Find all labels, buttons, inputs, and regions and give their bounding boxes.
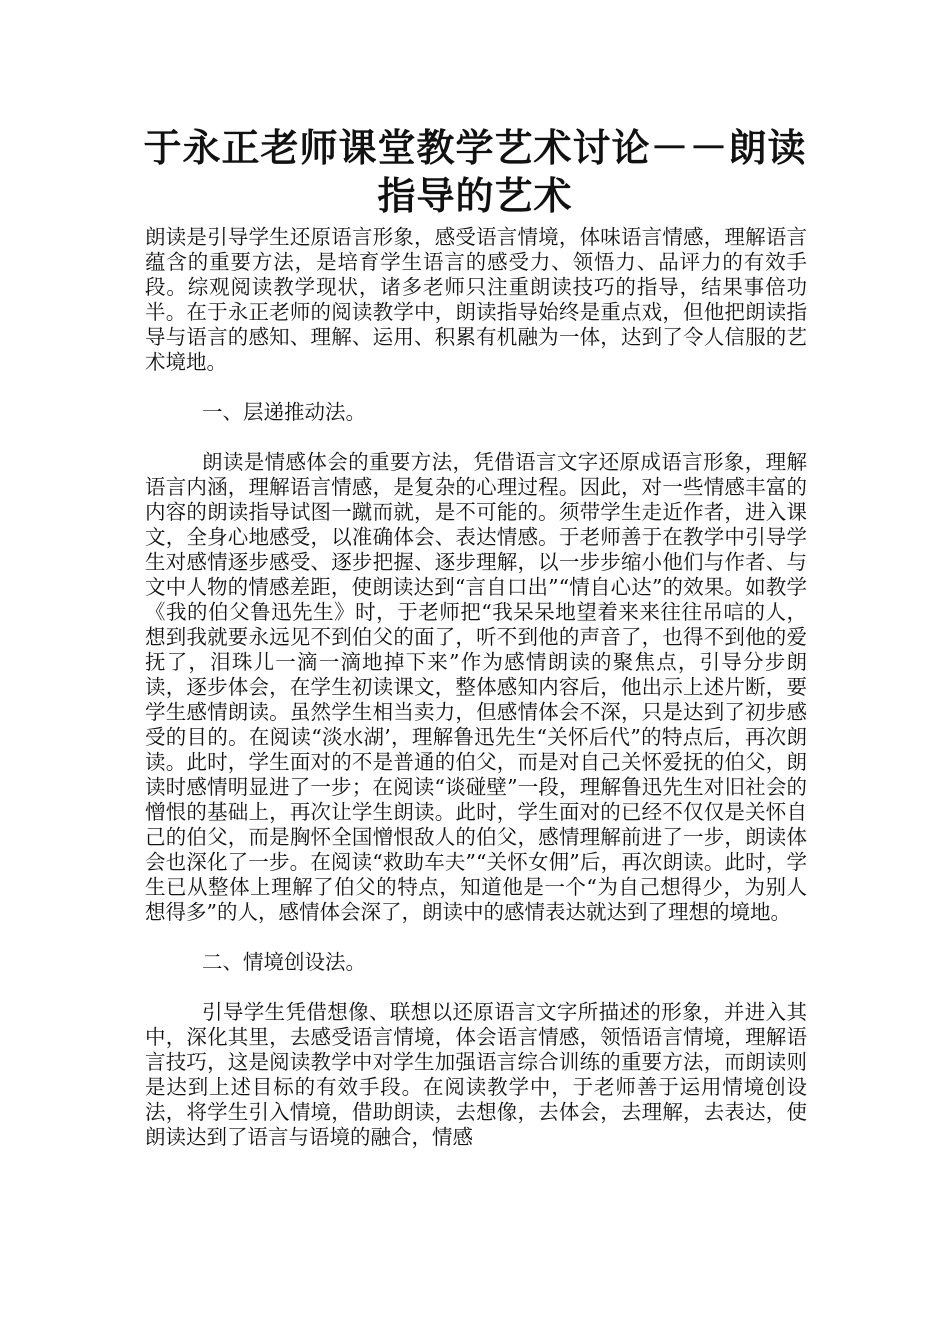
intro-paragraph: 朗读是引导学生还原语言形象，感受语言情境，体味语言情感，理解语言蕴含的重要方法，是培育学生语言的感受力、领悟力、品评力的有效手段。综观阅读教学现状，诸多老师只注重朗读技巧的指导，结果事倍功半。在于永正老师的阅读教学中，朗读指导始终是重点戏，但他把朗读指导与语言的感知、理解、运用、积累有机融为一体，达到了令人信服的艺术境地。 bbox=[145, 225, 807, 374]
section-heading-2: 二、情境创设法。 bbox=[202, 950, 366, 974]
section-2-paragraph: 引导学生凭借想像、联想以还原语言文字所描述的形象，并进入其中，深化其里，去感受语言情境，体会语言情感，领悟语言情境，理解语言技巧，这是阅读教学中对学生加强语言综合训练的重要方法，而朗读则是达到上述目标的有效手段。在阅读教学中，于老师善于运用情境创设法，将学生引入情境，借助朗读，去想像，去体会，去理解，去表达，使朗读达到了语言与语境的融合，情感 bbox=[145, 1000, 807, 1149]
title-line-2: 指导的艺术 bbox=[377, 174, 573, 218]
title-line-1: 于永正老师课堂教学艺术讨论－－朗读 bbox=[143, 126, 807, 170]
document-body bbox=[145, 225, 807, 1150]
section-heading-1: 一、层递推动法。 bbox=[202, 400, 366, 424]
section-1-paragraph: 朗读是情感体会的重要方法，凭借语言文字还原成语言形象，理解语言内涵，理解语言情感，是复杂的心理过程。因此，对一些情感丰富的内容的朗读指导试图一蹴而就，是不可能的。须带学生走近作者，进入课文，全身心地感受，以准确体会、表达情感。于老师善于在教学中引导学生对感情逐步感受、逐步把握、逐步理解，以一步步缩小他们与作者、与文中人物的情感差距，使朗读达到“言自口出”“情自心达”的效果。如教学《我的伯父鲁迅先生》时，于老师把“我呆呆地望着来来往往吊唁的人，想到我就要永远见不到伯父的面了，听不到他的声音了，也得不到他的爱抚了，泪珠儿一滴一滴地掉下来”作为感情朗读的聚焦点，引导分步朗读，逐步体会，在学生初读课文，整体感知内容后，他出示上述片断，要学生感情朗读。虽然学生相当卖力，但感情体会不深，只是达到了初步感受的目的。在阅读“淡水湖’，理解鲁迅先生“关怀后代”的特点后，再次朗读。此时，学生面对的不是普通的伯父，而是对自己关怀爱抚的伯父，朗读时感情明显进了一步；在阅读“谈碰壁”一段，理解鲁迅先生对旧社会的憎恨的基础上，再次让学生朗读。此时，学生面对的已经不仅仅是关怀自己的伯父，而是胸怀全国憎恨敌人的伯父，感情理解前进了一步，朗读体会也深化了一步。在阅读“救助车夫”“关怀女佣”后，再次朗读。此时，学生已从整体上理解了伯父的特点，知道他是一个“为自己想得少，为别人想得多”的人，感情体会深了，朗读中的感情表达就达到了理想的境地。 bbox=[145, 450, 807, 924]
document-title bbox=[100, 124, 850, 220]
